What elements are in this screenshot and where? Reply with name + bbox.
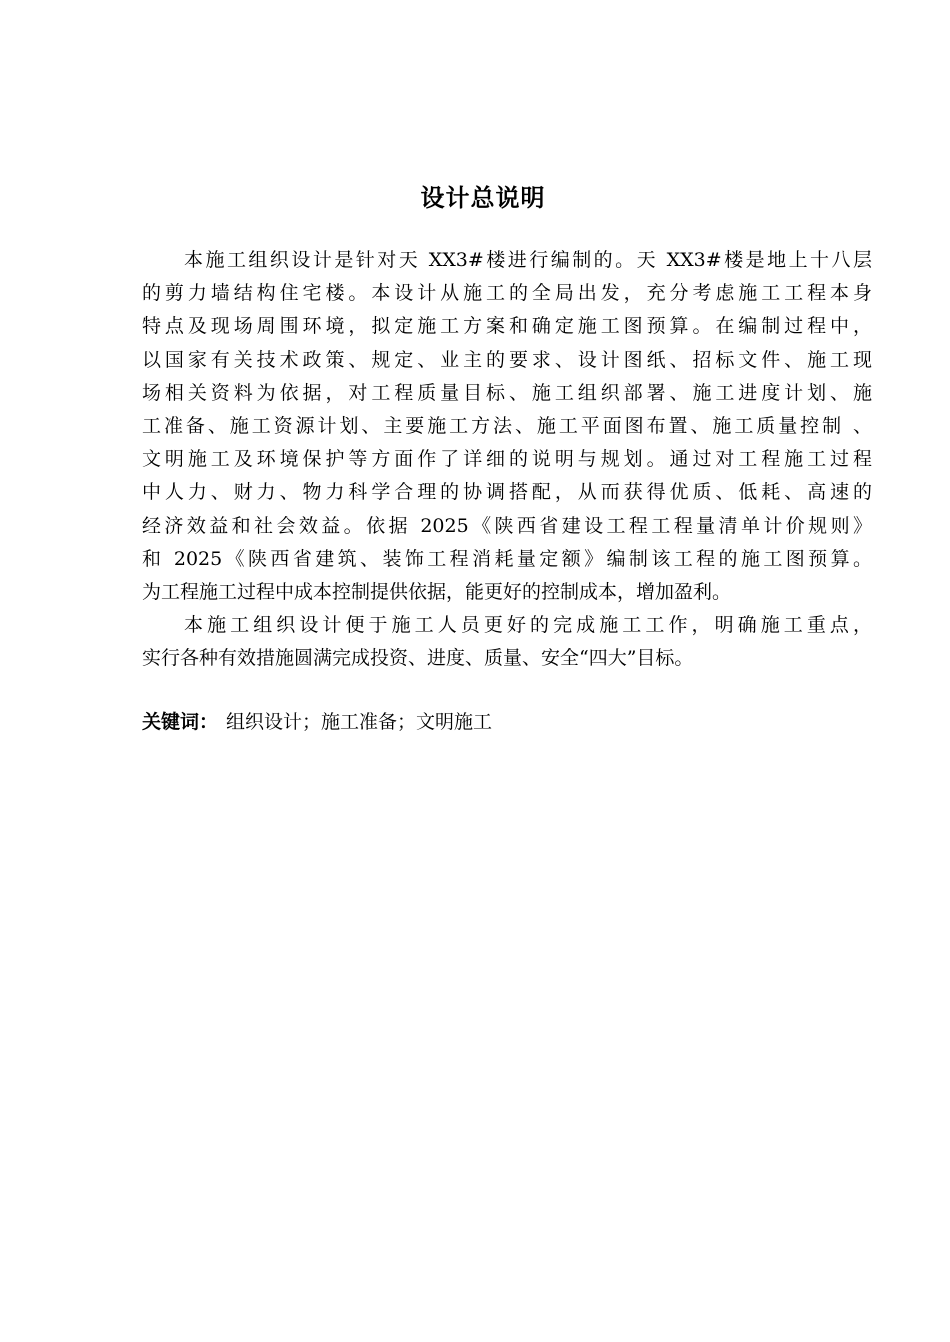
text-line: 的剪力墙结构住宅楼。本设计从施工的全局出发，充分考虑施工工程本身	[142, 282, 872, 305]
text-line: 实行各种有效措施圆满完成投资、进度、质量、安全“四大”目标。	[142, 647, 694, 670]
paragraph-2	[142, 609, 872, 675]
text-line: 以国家有关技术政策、规定、业主的要求、设计图纸、招标文件、施工现	[142, 348, 872, 371]
keywords-text: 组织设计；施工准备；文明施工	[226, 711, 493, 733]
text-line: 场相关资料为依据，对工程质量目标、施工组织部署、施工进度计划、施	[142, 381, 872, 404]
text-line: 中人力、财力、物力科学合理的协调搭配，从而获得优质、低耗、高速的	[142, 481, 872, 504]
text-line: 本施工组织设计是针对天 XX3#楼进行编制的。天 XX3#楼是地上十八层	[184, 249, 872, 271]
page-title: 设计总说明	[420, 184, 546, 212]
keywords-label: 关键词：	[142, 711, 219, 733]
text-line: 经济效益和社会效益。依据 2025《陕西省建设工程工程量清单计价规则》	[142, 514, 872, 537]
text-line: 本施工组织设计便于施工人员更好的完成施工工作，明确施工重点，	[184, 614, 872, 637]
paragraph-1	[142, 244, 872, 609]
text-line: 和 2025《陕西省建筑、装饰工程消耗量定额》编制该工程的施工图预算。	[142, 547, 872, 570]
document-body	[142, 244, 872, 675]
text-line: 文明施工及环境保护等方面作了详细的说明与规划。通过对工程施工过程	[142, 448, 872, 471]
keywords-row	[142, 706, 492, 739]
text-line: 工准备、施工资源计划、主要施工方法、施工平面图布置、施工质量控制 、	[142, 414, 872, 437]
text-line: 特点及现场周围环境，拟定施工方案和确定施工图预算。在编制过程中，	[142, 315, 872, 338]
text-line: 为工程施工过程中成本控制提供依据，能更好的控制成本，增加盈利。	[142, 580, 732, 603]
